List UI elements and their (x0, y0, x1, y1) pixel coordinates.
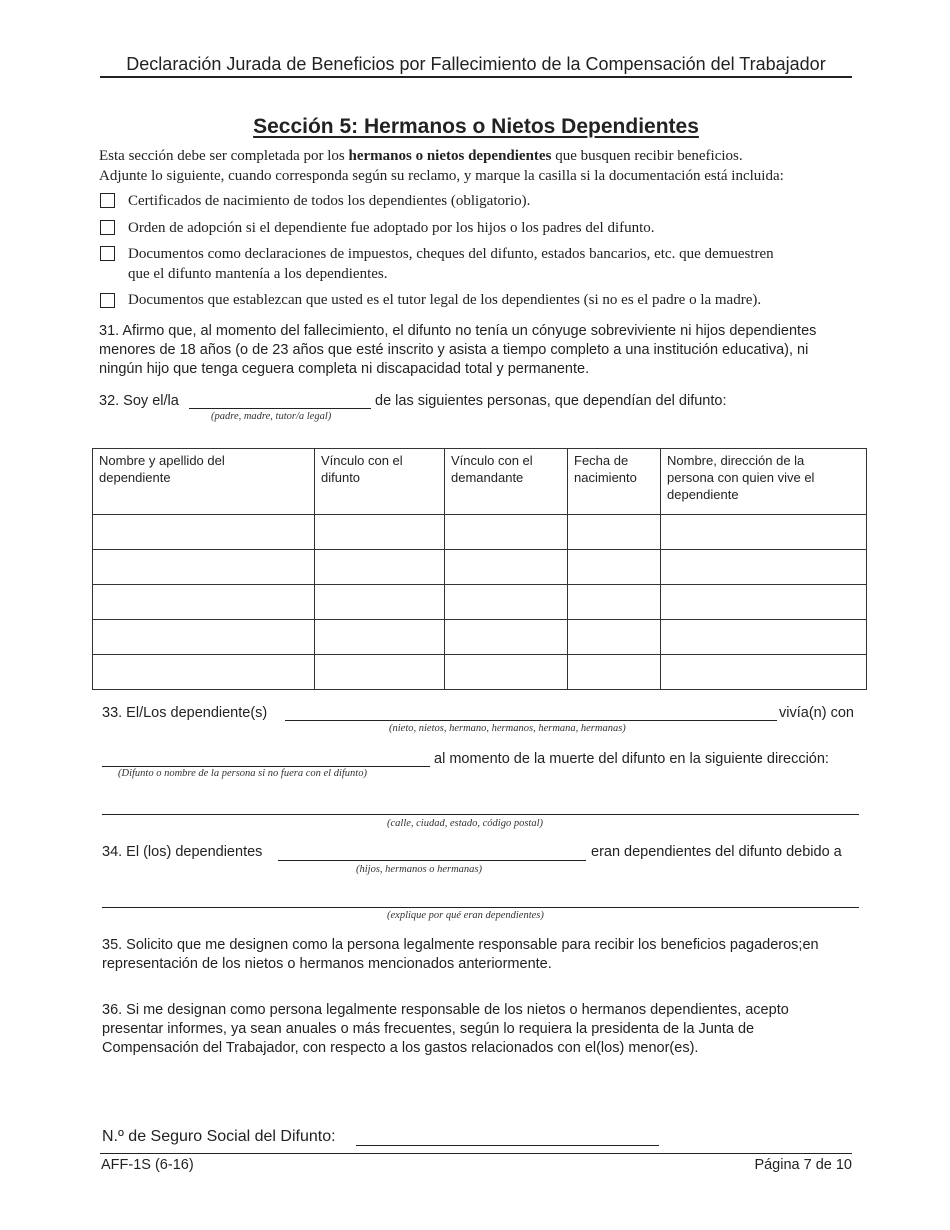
q31-line-2: menores de 18 años (o de 23 años que esté inscrito y asista a tiempo completo a una institución educativa), ni (99, 342, 809, 358)
q35-line-2: representación de los nietos o hermanos mencionados anteriormente. (102, 956, 552, 972)
table-cell[interactable] (93, 620, 315, 655)
table-cell[interactable] (568, 655, 661, 690)
q34-label: 34. El (los) dependientes (102, 844, 263, 860)
table-cell[interactable] (315, 550, 445, 585)
table-cell[interactable] (661, 550, 867, 585)
table-cell[interactable] (315, 515, 445, 550)
q33-dependents-field[interactable] (285, 720, 777, 721)
q35-line-1: 35. Solicito que me designen como la persona legalmente responsable para recibir los beneficios pagaderos;en (102, 937, 819, 953)
table-cell[interactable] (93, 585, 315, 620)
q33-label-post: vivía(n) con (779, 705, 854, 721)
q33-lived-with-field[interactable] (102, 766, 430, 767)
table-row (93, 550, 867, 585)
table-cell[interactable] (445, 655, 568, 690)
q36-line-2: presentar informes, ya sean anuales o más frecuentes, según lo requiera la presidenta de la Junta de (102, 1021, 755, 1037)
table-cell[interactable] (93, 515, 315, 550)
table-cell[interactable] (568, 550, 661, 585)
checklist-label-support: Documentos como declaraciones de impuestos, cheques del difunto, estados bancarios, etc. que demuestren (128, 246, 774, 262)
q36-line-1: 36. Si me designan como persona legalmente responsable de los nietos o hermanos dependientes, acepto (102, 1002, 789, 1018)
form-header-title: Declaración Jurada de Beneficios por Fallecimiento de la Compensación del Trabajador (126, 54, 826, 74)
q31-line-1: 31. Afirmo que, al momento del fallecimiento, el difunto no tenía un cónyuge sobreviviente ni hijos dependientes (99, 323, 817, 339)
q33-label: 33. El/Los dependiente(s) (102, 705, 268, 721)
table-cell[interactable] (568, 585, 661, 620)
header-divider (100, 76, 852, 78)
checkbox-support-documents[interactable] (100, 246, 115, 261)
q33-line2-label: al momento de la muerte del difunto en la siguiente dirección: (434, 751, 829, 767)
q32-hint: (padre, madre, tutor/a legal) (211, 411, 332, 422)
table-cell[interactable] (315, 655, 445, 690)
table-row (93, 585, 867, 620)
checklist-label-support-cont: que el difunto mantenía a los dependientes. (128, 266, 388, 282)
q34-label-post: eran dependientes del difunto debido a (591, 844, 842, 860)
checkbox-birth-certificates[interactable] (100, 193, 115, 208)
table-cell[interactable] (661, 515, 867, 550)
ssn-label: N.º de Seguro Social del Difunto: (102, 1128, 336, 1145)
table-cell[interactable] (661, 585, 867, 620)
page-number: Página 7 de 10 (754, 1157, 852, 1173)
table-row (93, 655, 867, 690)
q33-address-field[interactable] (102, 814, 859, 815)
dependents-table (92, 448, 867, 690)
header-birth-date: Fecha de nacimiento (568, 449, 661, 515)
footer-divider (100, 1153, 852, 1154)
table-cell[interactable] (315, 585, 445, 620)
table-cell[interactable] (315, 620, 445, 655)
table-cell[interactable] (661, 655, 867, 690)
checkbox-adoption-order[interactable] (100, 220, 115, 235)
q32-label-post: de las siguientes personas, que dependían del difunto: (375, 393, 727, 409)
checklist-label-birth: Certificados de nacimiento de todos los dependientes (obligatorio). (128, 193, 531, 209)
table-cell[interactable] (93, 550, 315, 585)
q31-line-3: ningún hijo que tenga ceguera completa ni discapacidad total y permanente. (99, 361, 590, 377)
table-cell[interactable] (568, 515, 661, 550)
q32-relationship-field[interactable] (189, 408, 371, 409)
form-id: AFF-1S (6-16) (101, 1157, 194, 1173)
q34-dependents-field[interactable] (278, 860, 586, 861)
table-cell[interactable] (661, 620, 867, 655)
table-cell[interactable] (445, 515, 568, 550)
table-cell[interactable] (445, 620, 568, 655)
checklist-label-guardian: Documentos que establezcan que usted es el tutor legal de los dependientes (si no es el padre o la madre). (128, 292, 762, 308)
table-cell[interactable] (445, 585, 568, 620)
table-cell[interactable] (568, 620, 661, 655)
intro-line-2: Adjunte lo siguiente, cuando corresponda según su reclamo, y marque la casilla si la documentación está incluida: (99, 168, 784, 184)
q34-explanation-field[interactable] (102, 907, 859, 908)
q32-label: 32. Soy el/la (99, 393, 179, 409)
header-relation-deceased: Vínculo con el difunto (315, 449, 445, 515)
checkbox-legal-guardian[interactable] (100, 293, 115, 308)
table-header-row (93, 449, 867, 515)
header-relation-claimant: Vínculo con el demandante (445, 449, 568, 515)
q34-hint-1: (hijos, hermanos o hermanas) (356, 864, 482, 875)
table-row (93, 620, 867, 655)
q34-hint-2: (explique por qué eran dependientes) (387, 910, 544, 921)
q36-line-3: Compensación del Trabajador, con respecto a los gastos relacionados con el(los) menor(es). (102, 1040, 699, 1056)
header-dependent-name: Nombre y apellido del dependiente (93, 449, 315, 515)
checklist-label-adoption: Orden de adopción si el dependiente fue adoptado por los hijos o los padres del difunto. (128, 220, 655, 236)
q33-hint-1: (nieto, nietos, hermano, hermanos, hermana, hermanas) (389, 723, 626, 734)
table-cell[interactable] (445, 550, 568, 585)
ssn-field[interactable] (356, 1145, 659, 1146)
q33-hint-2: (Difunto o nombre de la persona si no fuera con el difunto) (118, 768, 367, 779)
intro-line-1: Esta sección debe ser completada por los hermanos o nietos dependientes que busquen recibir beneficios. (99, 148, 743, 164)
table-cell[interactable] (93, 655, 315, 690)
header-caregiver: Nombre, dirección de la persona con quien vive el dependiente (661, 449, 867, 515)
table-row (93, 515, 867, 550)
q33-hint-3: (calle, ciudad, estado, código postal) (387, 818, 544, 829)
section-title: Sección 5: Hermanos o Nietos Dependientes (253, 115, 699, 138)
